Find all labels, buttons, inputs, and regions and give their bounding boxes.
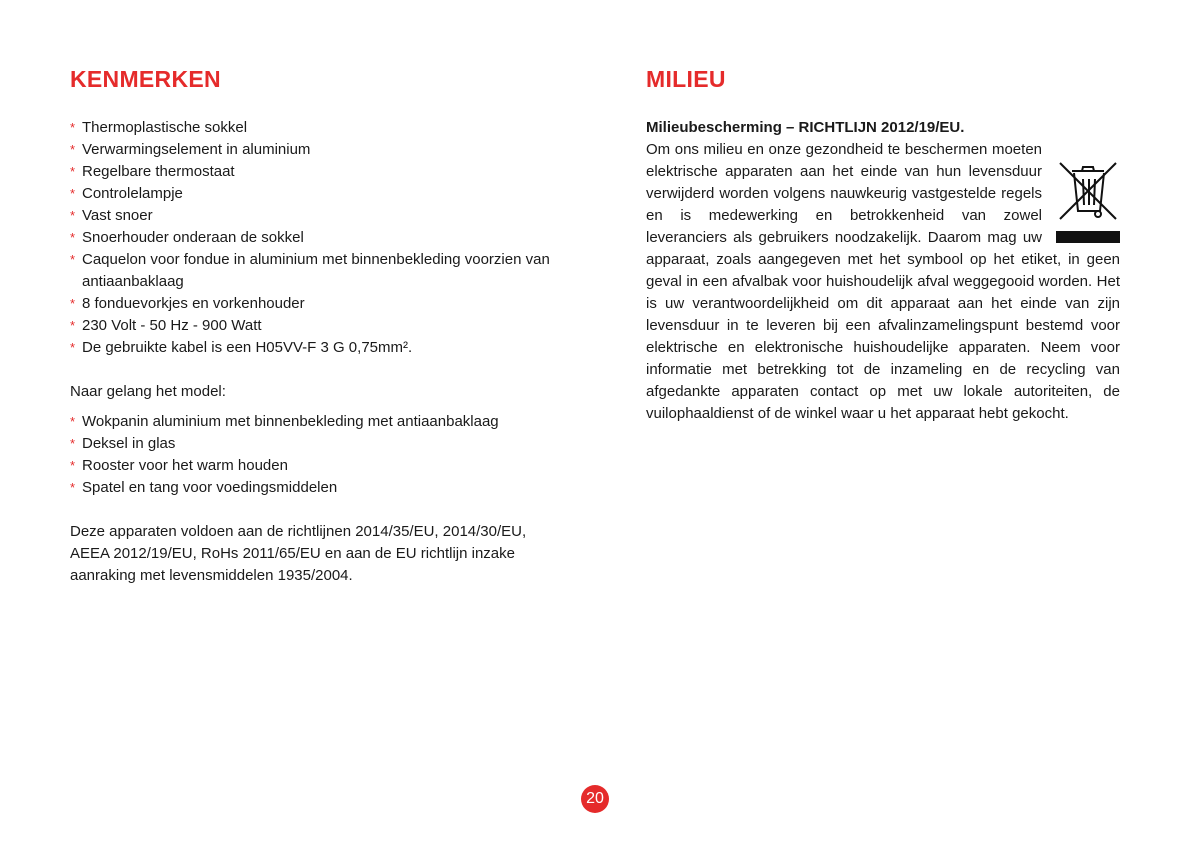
asterisk-bullet-icon: * xyxy=(70,164,76,179)
list-item: * Caquelon voor fondue in aluminium met binnenbekleding voorzien van antiaanbaklaag xyxy=(70,251,550,290)
asterisk-bullet-icon: * xyxy=(70,480,76,495)
model-intro: Naar gelang het model: xyxy=(70,383,226,400)
compliance-text: Deze apparaten voldoen aan de richtlijnen 2014/35/EU, 2014/30/EU, AEEA 2012/19/EU, RoHs 2011/65/EU en aan de EU richtlijn inzake aanraking met levensmiddelen 1935/2004. xyxy=(70,523,527,584)
model-options-list xyxy=(70,411,560,499)
list-item: * 8 fonduevorkjes en vorkenhouder xyxy=(70,293,560,315)
asterisk-bullet-icon: * xyxy=(70,142,76,157)
features-list xyxy=(70,117,560,359)
list-item: * Wokpanin aluminium met binnenbekleding met antiaanbaklaag xyxy=(70,411,560,433)
crossed-out-wheelie-bin-icon xyxy=(1056,159,1120,245)
milieu-heading: MILIEU xyxy=(646,66,726,92)
list-item: * Snoerhouder onderaan de sokkel xyxy=(70,227,560,249)
asterisk-bullet-icon: * xyxy=(70,340,76,355)
asterisk-bullet-icon: * xyxy=(70,296,76,311)
list-item: * Spatel en tang voor voedingsmiddelen xyxy=(70,477,560,499)
asterisk-bullet-icon: * xyxy=(70,208,76,223)
page-number: 20 xyxy=(581,785,609,813)
milieu-subheading: Milieubescherming – RICHTLIJN 2012/19/EU. xyxy=(646,119,965,136)
asterisk-bullet-icon: * xyxy=(70,318,76,333)
list-item: * De gebruikte kabel is een H05VV-F 3 G 0,75mm². xyxy=(70,337,560,359)
asterisk-bullet-icon: * xyxy=(70,186,76,201)
asterisk-bullet-icon: * xyxy=(70,414,76,429)
list-item: * 230 Volt - 50 Hz - 900 Watt xyxy=(70,315,560,337)
milieu-body: Om ons milieu en onze gezondheid te beschermen moeten elektrische apparaten aan het einde van hun levensduur verwijderd worden volgens nauwkeurig vastgestelde regels en is medewerking en betrokkenheid van zowel leveranciers als gebruikers noodzakelijk. Daarom mag uw apparaat, zoals aangegeven met het symbool op het etiket, in geen geval in een afvalbak voor huishoudelijk afval weggegooid worden. Het is uw verantwoordelijkheid om dit apparaat aan het einde van zijn levensduur in te leveren bij een afvalinzamelingspunt bestemd voor elektrische en elektronische huishoudelijke apparaten. Neem voor informatie met betrekking tot de inzameling en de recycling van afgedankte apparaten contact op met uw lokale autoriteiten, de vuilophaaldienst of de winkel waar u het apparaat hebt gekocht. xyxy=(646,141,1120,422)
kenmerken-section xyxy=(70,117,560,587)
milieu-section xyxy=(646,117,1120,425)
list-item: * Vast snoer xyxy=(70,205,560,227)
list-item: * Rooster voor het warm houden xyxy=(70,455,560,477)
asterisk-bullet-icon: * xyxy=(70,436,76,451)
kenmerken-heading: KENMERKEN xyxy=(70,66,221,92)
asterisk-bullet-icon: * xyxy=(70,458,76,473)
list-item: * Controlelampje xyxy=(70,183,560,205)
list-item: * Regelbare thermostaat xyxy=(70,161,560,183)
list-item: * Deksel in glas xyxy=(70,433,560,455)
asterisk-bullet-icon: * xyxy=(70,230,76,245)
list-item: * Verwarmingselement in aluminium xyxy=(70,139,560,161)
list-item: * Thermoplastische sokkel xyxy=(70,117,560,139)
asterisk-bullet-icon: * xyxy=(70,120,76,135)
asterisk-bullet-icon: * xyxy=(70,252,76,267)
